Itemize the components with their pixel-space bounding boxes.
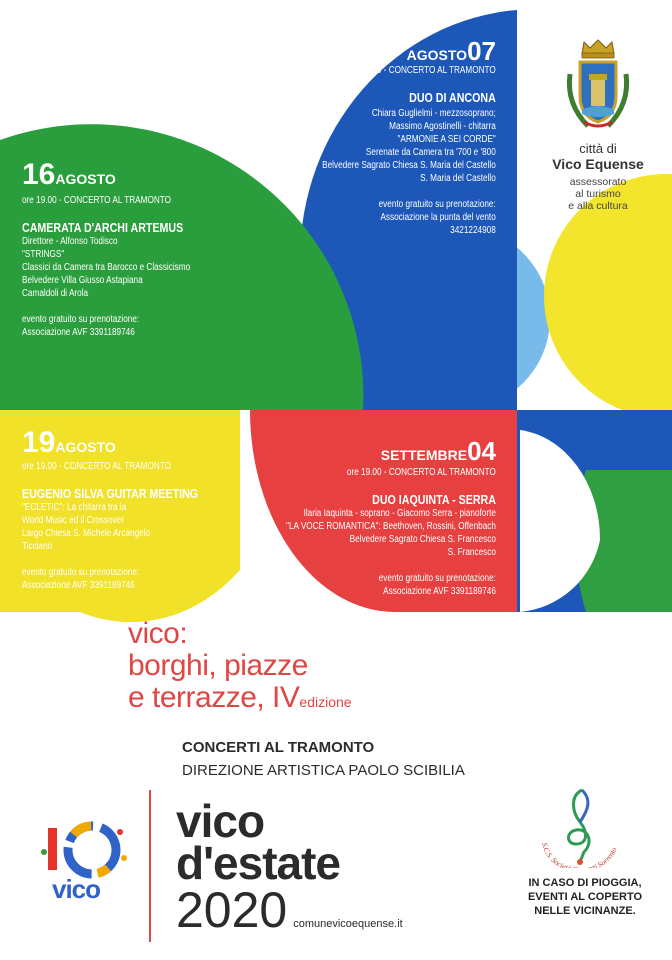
event-detail: Chiara Guglielmi - mezzosoprano; [372, 108, 496, 119]
rain-notice-line: EVENTI AL COPERTO [527, 891, 643, 903]
event-detail: "ARMONIE A SEI CORDE" [397, 134, 496, 145]
event-booking: evento gratuito su prenotazione: [378, 573, 496, 584]
logo-10-word: vico [52, 874, 101, 904]
event-booking: Associazione AVF 3391189746 [22, 580, 135, 591]
event-detail: Largo Chiesa S. Michele Arcangelo [22, 528, 151, 539]
event-month: AGOSTO [55, 171, 116, 187]
municipality-crest-icon [548, 34, 648, 134]
event-agosto16-date [22, 160, 116, 190]
event-time: ore 19.00 - CONCERTO AL TRAMONTO [22, 461, 172, 472]
event-agosto19-date [22, 428, 116, 458]
festival-edition: edizione [299, 694, 352, 710]
festival-subtitle: CONCERTI AL TRAMONTO [182, 739, 375, 756]
event-detail: Massimo Agostinelli - chitarra [389, 121, 496, 132]
event-title: EUGENIO SILVA GUITAR MEETING [22, 486, 199, 501]
scs-treble-clef-icon [532, 782, 628, 868]
rain-notice-line: IN CASO DI PIOGGIA, [528, 877, 642, 889]
event-agosto16-body [22, 194, 190, 339]
event-booking: evento gratuito su prenotazione: [378, 199, 496, 210]
event-booking: Associazione AVF 3391189746 [22, 327, 135, 338]
event-month: SETTEMBRE [380, 447, 468, 463]
event-time: ore 19.00 - CONCERTO AL TRAMONTO [346, 467, 496, 478]
event-detail: Belvedere Sagrato Chiesa S. Francesco [349, 534, 496, 545]
event-detail: S. Maria del Castello [420, 173, 496, 184]
festival-title-line3: e terrazze, IV [128, 681, 300, 714]
scs-arc-textpath: S.C.S. Societ rti Sorrento [540, 841, 619, 868]
event-detail: Serenate da Camera tra '700 e '800 [366, 147, 496, 158]
logo-10-vico [38, 812, 130, 908]
vicodestate-year: 2020 [176, 882, 288, 938]
event-title: DUO DI ANCONA [409, 90, 496, 105]
event-settembre04-date [310, 436, 496, 466]
vicodestate-line2: d'estate [176, 837, 341, 889]
event-agosto07-body [322, 64, 496, 237]
event-detail: "LA VOCE ROMANTICA": Beethoven, Rossini, Offenbach [286, 521, 496, 532]
event-detail: Classici da Camera tra Barocco e Classicismo [22, 262, 191, 273]
event-detail: Ticciano [22, 541, 53, 552]
event-time: ore 19.30 - CONCERTO AL TRAMONTO [346, 65, 496, 76]
office-line: al turismo [575, 188, 621, 200]
event-settembre04-body [286, 466, 496, 598]
event-detail: S. Francesco [447, 547, 496, 558]
event-day: 04 [467, 436, 496, 466]
citta-di-label: città di [579, 141, 617, 156]
event-detail: "ECLETIC": La chitarra tra la [22, 502, 127, 513]
event-agosto19-body [22, 460, 198, 592]
festival-title-line1: vico: [128, 617, 188, 650]
event-booking: evento gratuito su prenotazione: [22, 567, 140, 578]
municipality-name: Vico Equense [552, 156, 644, 172]
event-detail: World Music ed il Crossover [22, 515, 124, 526]
festival-title-line2: borghi, piazze [128, 649, 308, 682]
event-month: AGOSTO [406, 47, 468, 63]
event-booking: evento gratuito su prenotazione: [22, 314, 140, 325]
vicodestate-line1: vico [176, 795, 265, 847]
website-link[interactable]: comunevicoequense.it [293, 918, 403, 930]
footer-divider [149, 790, 151, 942]
event-detail: Camaldoli di Arola [22, 288, 89, 299]
event-day: 19 [22, 426, 56, 459]
event-detail: Belvedere Villa Giusso Astapiana [22, 275, 143, 286]
office-line: assessorato [569, 176, 627, 188]
municipality-block [548, 34, 648, 212]
event-day: 07 [467, 36, 496, 66]
festival-title [128, 618, 352, 718]
vicodestate-logo [176, 795, 403, 938]
event-time: ore 19.00 - CONCERTO AL TRAMONTO [22, 195, 172, 206]
event-detail: Direttore - Alfonso Todisco [22, 236, 118, 247]
event-phone: 3421224908 [450, 225, 496, 236]
event-title: CAMERATA D'ARCHI ARTEMUS [22, 220, 184, 235]
rain-notice [510, 876, 660, 918]
event-booking: Associazione la punta del vento [380, 212, 496, 223]
rain-notice-line: NELLE VICINANZE. [534, 905, 636, 917]
event-day: 16 [22, 158, 56, 191]
scs-logo [532, 782, 628, 868]
event-month: AGOSTO [55, 439, 116, 455]
event-agosto07 [320, 36, 496, 66]
office-line: e alla cultura [568, 200, 628, 212]
event-detail: Ilaria Iaquinta - soprano - Giacomo Serra - pianoforte [303, 508, 496, 519]
festival-direction: DIREZIONE ARTISTICA PAOLO SCIBILIA [182, 762, 465, 779]
event-detail: "STRINGS" [22, 249, 65, 260]
event-detail: Belvedere Sagrato Chiesa S. Maria del Castello [322, 160, 496, 171]
event-title: DUO IAQUINTA - SERRA [372, 492, 496, 507]
event-booking: Associazione AVF 3391189746 [383, 586, 496, 597]
